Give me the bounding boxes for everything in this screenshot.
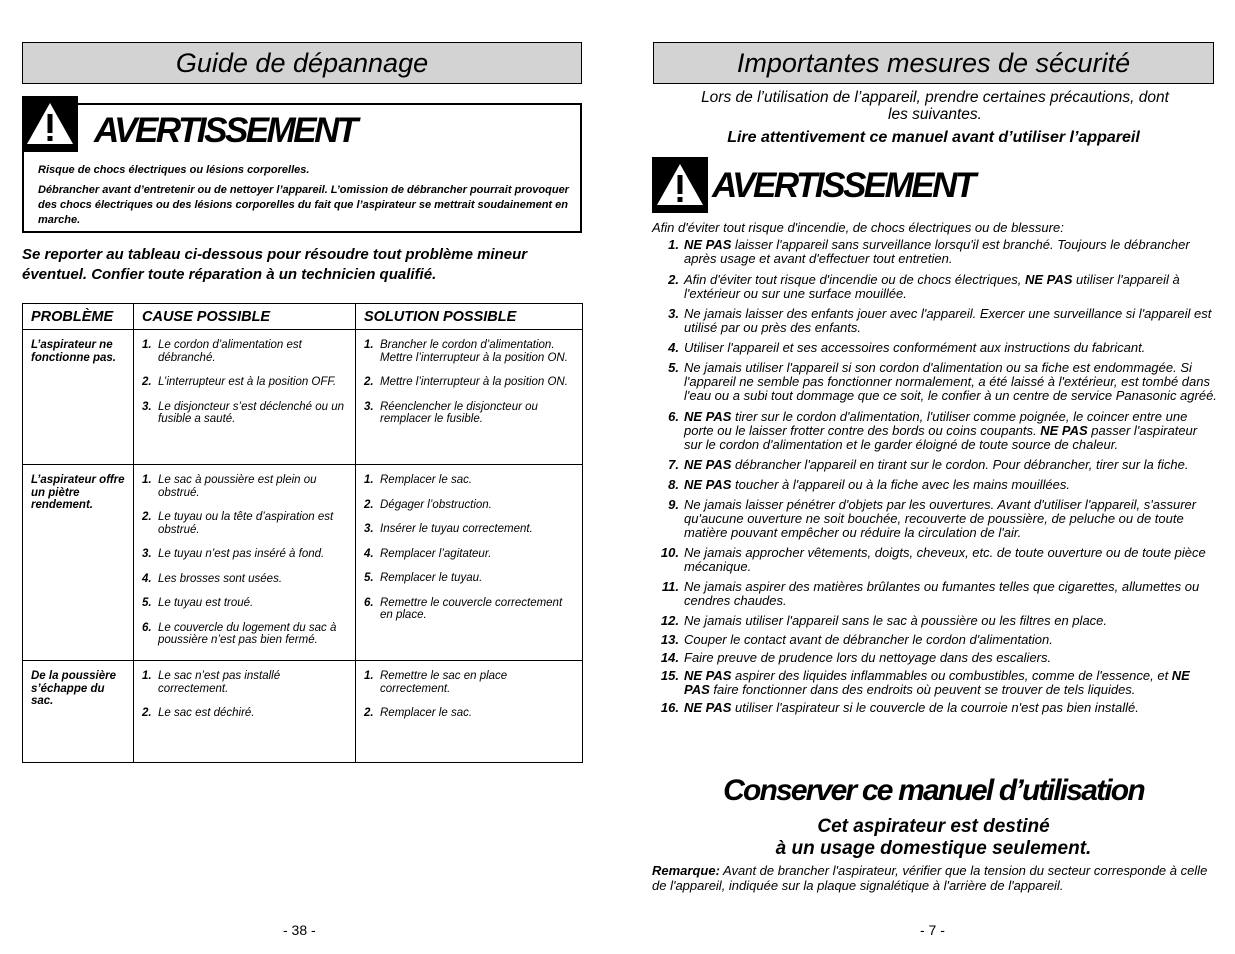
household-line-2: à un usage domestique seulement.: [775, 838, 1092, 859]
remarque-text: Avant de brancher l'aspirateur, vérifier que la tension du secteur corresponde à celle de l'appareil, indiquée sur la plaque signalétique à l'arrière de l'appareil.: [652, 863, 1208, 893]
item-number: 5.: [142, 597, 152, 609]
emphasis-ne-pas: NE PAS: [684, 668, 732, 683]
emphasis-ne-pas: NE PAS: [684, 668, 1190, 697]
safety-list: [652, 238, 1217, 715]
item-text: Le tuyau n’est pas inséré à fond.: [158, 548, 325, 560]
problem-cell: De la poussière s’échappe du sac.: [23, 661, 134, 763]
cause-item: [142, 401, 349, 426]
text-segment: utiliser l'appareil à l'extérieur ou sur une surface mouillée.: [684, 272, 1180, 301]
item-text: Mettre l’interrupteur à la position ON.: [380, 376, 568, 388]
text-segment: aspirer des liquides inflammables ou combustibles, comme de l'essence, et: [731, 668, 1172, 683]
solution-item: [364, 707, 576, 720]
item-text: Remplacer le sac.: [380, 707, 473, 719]
warning-triangle-icon: [22, 96, 78, 152]
left-page: [0, 0, 600, 954]
safety-item-text: [684, 341, 1217, 355]
cause-cell: [134, 465, 356, 661]
safety-item-text: [684, 478, 1217, 492]
table-row: [23, 465, 583, 661]
warning-heading-left: AVERTISSEMENT: [94, 111, 356, 150]
item-number: 1.: [142, 670, 152, 682]
safety-item-text: [684, 458, 1217, 472]
safety-item: [652, 546, 1217, 574]
item-number: 4.: [142, 572, 152, 585]
text-segment: Couper le contact avant de débrancher le cordon d'alimentation.: [684, 632, 1053, 647]
safety-item-number: 15.: [660, 668, 679, 683]
text-segment: Ne jamais laisser des enfants jouer avec l'appareil. Exercer une surveillance si l'appareil est utilisé par ou près des enfants.: [684, 306, 1212, 335]
item-text: Remettre le couvercle correctement en place.: [380, 596, 563, 621]
remarque-label: Remarque:: [652, 863, 720, 878]
col-header-cause: CAUSE POSSIBLE: [134, 304, 356, 330]
safety-item: [652, 341, 1217, 355]
item-text: Insérer le tuyau correctement.: [380, 523, 533, 535]
safety-item-number: 2.: [668, 272, 679, 287]
cause-item: [142, 573, 349, 586]
item-text: Remplacer le tuyau.: [380, 572, 483, 584]
solution-item: [364, 572, 576, 585]
safety-item: [652, 307, 1217, 335]
safety-item-text: [684, 361, 1217, 403]
item-number: 4.: [364, 547, 374, 560]
safety-item-text: [684, 273, 1217, 301]
text-segment: laisser l'appareil sans surveillance lorsqu'il est branché. Toujours le débrancher après usage et avant d'effectuer tout entretien.: [684, 237, 1190, 266]
text-segment: tirer sur le cordon d'alimentation, l'utiliser comme poignée, le coincer entre une porte ou le laisser frotter contre des bords ou coins coupants.: [684, 409, 1188, 438]
safety-item: [652, 633, 1217, 647]
household-line-1: Cet aspirateur est destiné: [817, 816, 1050, 837]
item-number: 3.: [364, 523, 374, 535]
item-number: 1.: [142, 339, 152, 351]
item-text: Le sac n’est pas installé correctement.: [158, 670, 281, 695]
cause-item: [142, 339, 349, 364]
emphasis-ne-pas: NE PAS: [1040, 423, 1088, 438]
text-segment: débrancher l'appareil en tirant sur le cordon. Pour débrancher, tirer sur la fiche.: [731, 457, 1189, 472]
text-segment: passer l'aspirateur sur le cordon d'alimentation et le garder éloigné de toute source de chaleur.: [684, 423, 1198, 452]
warning-triangle-icon-right: [652, 157, 708, 213]
solution-item: [364, 597, 576, 622]
safety-item-number: 10.: [660, 545, 679, 560]
table-row: [23, 330, 583, 465]
page-number-left: - 38 -: [283, 922, 316, 938]
safety-item: [652, 614, 1217, 628]
emphasis-ne-pas: NE PAS: [1025, 272, 1073, 287]
solution-item: [364, 548, 576, 561]
text-segment: faire fonctionner dans des endroits où peuvent se trouver de tels liquides.: [709, 682, 1136, 697]
safety-item: [652, 273, 1217, 301]
emphasis-ne-pas: NE PAS: [684, 477, 732, 492]
item-number: 2.: [142, 376, 152, 388]
emphasis-ne-pas: NE PAS: [684, 409, 732, 424]
text-segment: toucher à l'appareil ou à la fiche avec les mains mouillées.: [731, 477, 1070, 492]
troubleshoot-intro: Se reporter au tableau ci-dessous pour résoudre tout problème mineur éventuel. Confier toute réparation à un technicien qualifié.: [22, 246, 528, 283]
item-text: Le tuyau ou la tête d’aspiration est obstrué.: [158, 511, 334, 536]
item-text: Remettre le sac en place correctement.: [380, 670, 508, 695]
safety-item: [652, 580, 1217, 608]
safety-item-number: 12.: [660, 613, 679, 628]
safety-item-text: [684, 238, 1217, 266]
item-number: 2.: [364, 376, 374, 388]
safety-item: [652, 701, 1217, 715]
safety-item-number: 11.: [661, 579, 679, 594]
safety-item: [652, 238, 1217, 266]
item-number: 1.: [364, 339, 374, 351]
warning-line-1: Risque de chocs électriques ou lésions corporelles.: [38, 164, 310, 176]
item-text: Dégager l’obstruction.: [380, 498, 492, 511]
emphasis-ne-pas: NE PAS: [684, 700, 732, 715]
text-segment: Utiliser l'appareil et ses accessoires conformément aux instructions du fabricant.: [684, 340, 1146, 355]
safety-item-text: [684, 669, 1217, 697]
safety-item: [652, 361, 1217, 403]
text-segment: Ne jamais approcher vêtements, doigts, cheveux, etc. de toute ouverture ou de toute pièce mécanique.: [684, 545, 1206, 574]
safety-item-number: 5.: [668, 360, 679, 375]
item-text: Remplacer le sac.: [380, 474, 473, 486]
page-title-left: Guide de dépannage: [22, 42, 582, 84]
solution-cell: [356, 465, 583, 661]
item-number: 1.: [364, 670, 374, 682]
safety-item-number: 6.: [668, 409, 679, 424]
safety-item-number: 14.: [660, 650, 679, 665]
cause-item: [142, 511, 349, 536]
item-number: 6.: [142, 621, 152, 634]
item-number: 3.: [142, 548, 152, 560]
cause-item: [142, 670, 349, 695]
safety-item: [652, 478, 1217, 492]
safety-item-text: [684, 546, 1217, 574]
item-number: 5.: [364, 572, 374, 584]
safety-item-text: [684, 633, 1217, 647]
solution-cell: [356, 330, 583, 465]
solution-item: [364, 499, 576, 512]
safety-item-text: [684, 580, 1217, 608]
cause-item: [142, 707, 349, 720]
item-number: 2.: [364, 707, 374, 719]
safety-item-number: 8.: [668, 477, 679, 492]
safety-item-text: [684, 614, 1217, 628]
text-segment: Ne jamais utiliser l'appareil sans le sac à poussière ou les filtres en place.: [684, 613, 1108, 628]
safety-item-number: 16.: [660, 700, 679, 715]
item-number: 1.: [142, 474, 152, 486]
solution-cell: [356, 661, 583, 763]
item-number: 6.: [364, 596, 374, 609]
text-segment: utiliser l'aspirateur si le couvercle de la courroie n'est pas bien installé.: [731, 700, 1139, 715]
item-number: 3.: [142, 400, 152, 413]
solution-item: [364, 376, 576, 389]
solution-item: [364, 523, 576, 536]
table-row: [23, 661, 583, 763]
page-number-right: - 7 -: [920, 922, 945, 938]
troubleshooting-table: [22, 303, 583, 763]
safety-lead-in: Afin d'éviter tout risque d'incendie, de chocs électriques ou de blessure:: [652, 220, 1064, 235]
item-text: Le disjoncteur s’est déclenché ou un fusible a sauté.: [158, 400, 345, 425]
item-text: L’interrupteur est à la position OFF.: [158, 376, 337, 388]
safety-item-text: [684, 498, 1217, 540]
warning-text-left: [38, 163, 578, 233]
solution-item: [364, 474, 576, 487]
safety-item-number: 1.: [668, 237, 679, 252]
item-text: Le sac est déchiré.: [158, 707, 255, 719]
text-segment: Faire preuve de prudence lors du nettoyage dans des escaliers.: [684, 650, 1052, 665]
safety-item: [652, 651, 1217, 665]
read-manual-notice: Lire attentivement ce manuel avant d’utiliser l’appareil: [727, 129, 1140, 146]
safety-item: [652, 410, 1217, 452]
safety-item-number: 13.: [660, 632, 679, 647]
emphasis-ne-pas: NE PAS: [684, 237, 732, 252]
item-text: Les brosses sont usées.: [158, 572, 283, 585]
remarque-note: [652, 863, 1217, 893]
safety-item-number: 3.: [668, 306, 679, 321]
text-segment: Ne jamais aspirer des matières brûlantes ou fumantes telles que cigarettes, allumettes ou cendres chaudes.: [684, 579, 1200, 608]
emphasis-ne-pas: NE PAS: [684, 457, 732, 472]
text-segment: Ne jamais utiliser l'appareil si son cordon d'alimentation ou sa fiche est endommagée. Si l'appareil ne semble pas fonctionner normalement, a été laissé à l'extérieur, est tombé dans l'eau ou a subi tout dommage que ce soit, le confier à un centre de service Panasonic agréé.: [684, 360, 1217, 403]
safety-item-number: 4.: [668, 340, 679, 355]
cause-item: [142, 548, 349, 561]
cause-item: [142, 597, 349, 610]
cause-cell: [134, 661, 356, 763]
item-number: 2.: [364, 498, 374, 511]
item-number: 3.: [364, 400, 374, 413]
safety-item-text: [684, 307, 1217, 335]
safety-item: [652, 498, 1217, 540]
item-text: Réenclencher le disjoncteur ou remplacer le fusible.: [380, 400, 538, 425]
item-text: Remplacer l’agitateur.: [380, 547, 492, 560]
item-text: Le sac à poussière est plein ou obstrué.: [158, 474, 317, 499]
item-text: Le cordon d’alimentation est débranché.: [158, 339, 302, 364]
text-segment: Ne jamais laisser pénétrer d'objets par les ouvertures. Avant d'utiliser l'appareil, s'assurer qu'aucune ouverture ne soit bouchée, recouverte de poussière, de peluche ou de toute matière pouvant empêcher ou réduire la circulation de l'air.: [684, 497, 1197, 540]
safety-item: [652, 458, 1217, 472]
safety-item-text: [684, 701, 1217, 715]
safety-item-number: 9.: [668, 497, 679, 512]
warning-box-left: [22, 103, 582, 233]
item-number: 2.: [142, 707, 152, 719]
household-use-notice: [653, 816, 1214, 860]
safety-item-text: [684, 651, 1217, 665]
problem-cell: L’aspirateur offre un piètre rendement.: [23, 465, 134, 661]
cause-cell: [134, 330, 356, 465]
solution-item: [364, 670, 576, 695]
safety-item-number: 7.: [668, 457, 679, 472]
safety-item-text: [684, 410, 1217, 452]
item-text: Brancher le cordon d’alimentation. Mettre l’interrupteur à la position ON.: [380, 339, 568, 364]
item-text: Le tuyau est troué.: [158, 597, 254, 609]
solution-item: [364, 401, 576, 426]
safety-item: [652, 669, 1217, 697]
col-header-probleme: PROBLÈME: [23, 304, 134, 330]
warning-line-2: Débrancher avant d’entretenir ou de nettoyer l’appareil. L’omission de débrancher pourrait provoquer des chocs électriques ou des lésions corporelles du fait que l’aspirateur se mettrait soudainement en marche.: [38, 184, 569, 226]
cause-item: [142, 376, 349, 389]
text-segment: Afin d'éviter tout risque d'incendie ou de chocs électriques,: [684, 272, 1025, 287]
safety-subtitle: Lors de l’utilisation de l’appareil, prendre certaines précautions, dont les suivantes.: [701, 89, 1169, 123]
page-title-right: Importantes mesures de sécurité: [653, 42, 1214, 84]
cause-item: [142, 474, 349, 499]
table-header-row: [23, 304, 583, 330]
item-text: Le couvercle du logement du sac à poussière n’est pas bien fermé.: [158, 621, 337, 646]
col-header-solution: SOLUTION POSSIBLE: [356, 304, 583, 330]
item-number: 1.: [364, 474, 374, 486]
problem-cell: L’aspirateur ne fonctionne pas.: [23, 330, 134, 465]
solution-item: [364, 339, 576, 364]
warning-heading-right: AVERTISSEMENT: [712, 166, 974, 205]
cause-item: [142, 622, 349, 647]
item-number: 2.: [142, 511, 152, 523]
keep-manual-heading: Conserver ce manuel d’utilisation: [723, 774, 1144, 807]
